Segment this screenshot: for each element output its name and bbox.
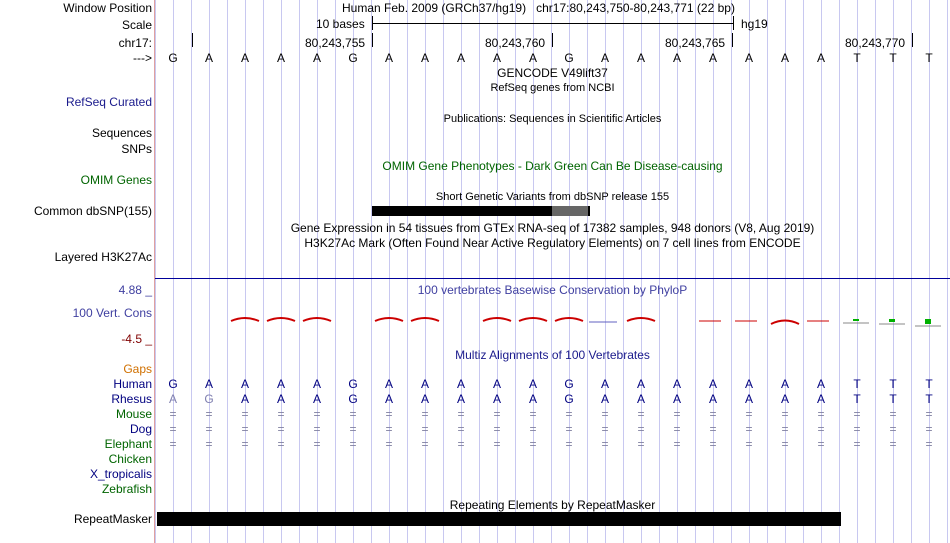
ruler-tick-1 [372,33,373,47]
alignment-base: = [205,437,213,451]
alignment-base: = [277,407,285,421]
sequence-base: A [672,51,681,65]
gaps-label[interactable]: Gaps [123,362,152,376]
alignment-base: A [420,377,429,391]
alignment-base: = [817,422,825,436]
species-label-zebrafish[interactable]: Zebrafish [101,482,152,496]
alignment-base: = [709,437,717,451]
gencode-title[interactable]: GENCODE V49lift37 [497,66,608,80]
alignment-base: = [205,422,213,436]
alignment-base: A [456,377,465,391]
alignment-base: A [492,377,501,391]
refseq-subtitle: RefSeq genes from NCBI [490,82,615,94]
alignment-base: = [637,437,645,451]
species-label-chicken[interactable]: Chicken [108,452,152,466]
alignment-base: = [673,422,681,436]
alignment-base: = [565,422,573,436]
alignment-base: = [925,437,933,451]
alignment-base: = [241,422,249,436]
ruler-label-1: 80,243,755 [305,36,366,50]
alignment-base: = [817,407,825,421]
alignment-base: T [853,377,861,391]
alignment-base: = [241,407,249,421]
scale-bar-right-tick [733,16,734,30]
alignment-base: = [925,407,933,421]
conservation-peak [483,318,511,321]
sequence-base: A [780,51,789,65]
alignment-base: = [781,422,789,436]
conservation-peak [411,318,439,321]
alignment-base: = [421,437,429,451]
alignment-base: = [853,407,861,421]
alignment-base: A [312,392,321,406]
alignment-base: = [817,437,825,451]
sequence-base: G [564,51,574,65]
alignment-base: A [600,377,609,391]
alignment-base: A [744,377,753,391]
sequence-base: A [816,51,825,65]
sequence-base: A [204,51,213,65]
scale-db: hg19 [741,17,768,31]
conservation-peak [771,321,799,325]
alignment-base: = [889,422,897,436]
alignment-base: = [889,407,897,421]
alignment-base: = [277,422,285,436]
sequence-base: A [492,51,501,65]
alignment-base: = [241,437,249,451]
assembly-text [342,1,735,15]
alignment-base: A [816,392,825,406]
alignment-base: = [313,437,321,451]
alignment-base: G [564,392,574,406]
species-label-x_tropicalis[interactable]: X_tropicalis [89,467,152,481]
multiz-title[interactable]: Multiz Alignments of 100 Vertebrates [455,348,650,362]
cons-label[interactable]: 100 Vert. Cons [72,306,152,320]
alignment-base: A [312,377,321,391]
alignment-base: = [313,407,321,421]
alignment-base: A [672,377,681,391]
alignment-base: = [493,437,501,451]
conservation-peak [303,318,331,321]
alignment-base: A [204,377,213,391]
alignment-base: A [528,377,537,391]
cons-max-label: 4.88 _ [118,283,152,297]
h3k27-label[interactable]: Layered H3K27Ac [54,250,152,264]
conservation-bar [925,319,931,324]
alignment-base: = [781,437,789,451]
alignment-base: A [780,392,789,406]
alignment-base: = [529,407,537,421]
ruler-label-2: 80,243,760 [485,36,546,50]
alignment-base: A [240,392,249,406]
alignment-base: = [745,407,753,421]
sequence-base: A [456,51,465,65]
alignment-base: = [529,437,537,451]
gtex-title[interactable]: Gene Expression in 54 tissues from GTEx RNA-seq of 17382 samples, 948 donors (V8, Aug 2019) [290,221,815,235]
alignment-base: = [313,422,321,436]
alignment-base: = [205,407,213,421]
alignment-base: A [168,392,177,406]
strand-label: ---> [133,51,152,65]
alignment-base: A [276,377,285,391]
ruler-label-4: 80,243,770 [845,36,906,50]
alignment-base: = [709,422,717,436]
sequence-base: A [240,51,249,65]
alignment-base: G [564,377,574,391]
scale-text: 10 bases [316,17,365,31]
alignment-base: = [349,407,357,421]
alignment-base: G [348,392,358,406]
alignment-base: = [745,422,753,436]
sequence-base: A [708,51,717,65]
repeat-feature[interactable] [157,512,841,526]
refseq-label[interactable]: RefSeq Curated [65,95,152,109]
alignment-base: = [457,437,465,451]
conservation-bar [889,319,895,322]
alignment-base: = [637,407,645,421]
alignment-base: = [169,422,177,436]
alignment-base: = [601,422,609,436]
sequence-base: A [600,51,609,65]
alignment-base: = [601,437,609,451]
alignment-base: = [673,437,681,451]
alignment-base: A [636,392,645,406]
alignment-base: A [672,392,681,406]
conservation-bar [853,319,859,321]
alignment-base: G [168,377,178,391]
sequence-base: A [528,51,537,65]
alignment-base: A [708,377,717,391]
alignment-base: G [348,377,358,391]
alignment-base: = [925,422,933,436]
ruler-tick-2 [552,33,553,47]
species-label-dog[interactable]: Dog [129,422,152,436]
window-position-label: Window Position [63,1,152,15]
alignment-base: A [384,392,393,406]
alignment-base: = [709,407,717,421]
alignment-base: A [420,392,429,406]
alignment-base: T [889,377,897,391]
alignment-base: A [276,392,285,406]
sequence-base: A [420,51,429,65]
track-divider [155,278,950,279]
alignment-base: A [528,392,537,406]
species-label-rhesus[interactable]: Rhesus [111,392,152,406]
ruler-label-3: 80,243,765 [665,36,726,50]
sequence-base: T [853,51,861,65]
scale-bar-left-tick [372,16,373,30]
alignment-base: = [169,437,177,451]
alignment-base: T [925,377,933,391]
conservation-peak [555,318,583,321]
alignment-base: T [889,392,897,406]
conservation-peak [267,318,295,321]
alignment-base: = [889,437,897,451]
dbsnp-feature-highlight [552,206,588,216]
repeat-label[interactable]: RepeatMasker [73,512,152,526]
alignment-base: = [457,407,465,421]
publications-title[interactable]: Publications: Sequences in Scientific Articles [443,113,662,125]
repeat-title[interactable]: Repeating Elements by RepeatMasker [449,498,656,512]
alignment-base: = [565,407,573,421]
alignment-base: = [637,422,645,436]
species-label-elephant[interactable]: Elephant [104,437,152,451]
alignment-base: = [493,422,501,436]
cons-title[interactable]: 100 vertebrates Basewise Conservation by PhyloP [417,283,688,297]
sequence-base: A [744,51,753,65]
sequence-base: A [312,51,321,65]
sequence-base: A [276,51,285,65]
ruler-tick-3 [732,33,733,47]
conservation-graph[interactable] [155,306,950,336]
alignment-base: = [169,407,177,421]
alignment-base: = [277,437,285,451]
ruler-tick-0 [192,33,193,47]
alignment-base: A [816,377,825,391]
dbsnp-title[interactable]: Short Genetic Variants from dbSNP release 155 [435,191,670,203]
alignment-base: = [457,422,465,436]
alignment-base: = [385,422,393,436]
conservation-peak [627,318,655,321]
chrom-label: chr17: [118,36,152,50]
alignment-base: = [349,422,357,436]
alignment-base: = [529,422,537,436]
alignment-base: A [744,392,753,406]
alignment-base: = [601,407,609,421]
alignment-base: A [492,392,501,406]
scale-label: Scale [121,18,152,32]
alignment-base: = [421,407,429,421]
alignment-base: G [204,392,214,406]
sequence-base: T [889,51,897,65]
assembly-name: Human Feb. 2009 (GRCh37/hg19) [342,1,527,15]
conservation-peak [519,318,547,321]
alignment-base: = [853,422,861,436]
sequence-base: A [636,51,645,65]
alignment-base: = [493,407,501,421]
alignment-base: T [925,392,933,406]
alignment-base: = [745,437,753,451]
scale-bar [372,23,733,24]
alignment-base: A [636,377,645,391]
position-text: chr17:80,243,750-80,243,771 (22 bp) [536,1,735,15]
alignment-base: = [673,407,681,421]
ruler-tick-4 [912,33,913,47]
alignment-base: A [708,392,717,406]
sequence-base: T [925,51,933,65]
alignment-base: = [385,437,393,451]
alignment-base: = [853,437,861,451]
h3k27-title[interactable]: H3K27Ac Mark (Often Found Near Active Regulatory Elements) on 7 cell lines from ENCODE [304,236,801,250]
alignment-base: = [385,407,393,421]
conservation-peak [231,318,259,321]
species-label-mouse[interactable]: Mouse [115,407,152,421]
dbsnp-label[interactable]: Common dbSNP(155) [33,204,152,218]
alignment-base: A [780,377,789,391]
alignment-base: T [853,392,861,406]
species-label-human[interactable]: Human [113,377,152,391]
cons-min-label: -4.5 _ [121,332,152,346]
alignment-base: = [421,422,429,436]
alignment-base: = [781,407,789,421]
sequences-label[interactable]: Sequences [91,126,152,140]
sequence-base: G [348,51,358,65]
sequence-base: A [384,51,393,65]
alignment-base: A [600,392,609,406]
sequence-base: G [168,51,178,65]
snps-label[interactable]: SNPs [121,142,152,156]
alignment-base: A [384,377,393,391]
alignment-base: = [565,437,573,451]
alignment-base: = [349,437,357,451]
omim-label[interactable]: OMIM Genes [80,173,152,187]
conservation-peak [375,318,403,321]
alignment-base: A [240,377,249,391]
omim-title[interactable]: OMIM Gene Phenotypes - Dark Green Can Be Disease-causing [382,159,723,173]
alignment-base: A [456,392,465,406]
